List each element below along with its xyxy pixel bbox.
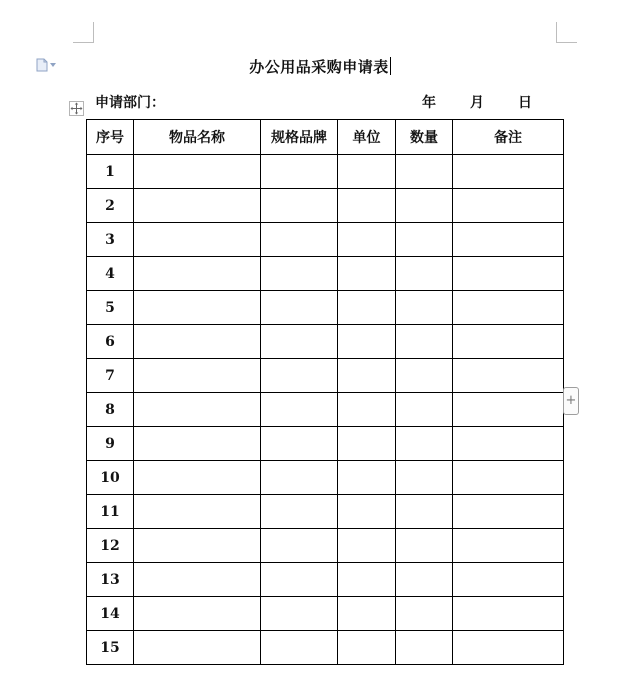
department-label: 申请部门： <box>95 95 165 111</box>
table-cell[interactable] <box>261 223 338 257</box>
table-cell[interactable] <box>134 291 261 325</box>
row-index-cell[interactable]: 1 <box>87 155 134 189</box>
row-index-cell[interactable]: 14 <box>87 597 134 631</box>
date-day-label: 日 <box>518 95 532 111</box>
row-index-cell[interactable]: 2 <box>87 189 134 223</box>
table-cell[interactable] <box>396 529 453 563</box>
row-index-cell[interactable]: 5 <box>87 291 134 325</box>
table-cell[interactable] <box>134 529 261 563</box>
table-cell[interactable] <box>134 427 261 461</box>
table-row <box>87 325 564 359</box>
table-row <box>87 597 564 631</box>
table-cell[interactable] <box>261 495 338 529</box>
table-cell[interactable] <box>453 631 564 665</box>
table-cell[interactable] <box>261 325 338 359</box>
table-cell[interactable] <box>338 631 396 665</box>
table-cell[interactable] <box>134 359 261 393</box>
table-row <box>87 393 564 427</box>
table-row <box>87 631 564 665</box>
table-cell[interactable] <box>261 189 338 223</box>
table-cell[interactable] <box>261 563 338 597</box>
table-cell[interactable] <box>134 223 261 257</box>
table-cell[interactable] <box>338 189 396 223</box>
table-cell[interactable] <box>261 529 338 563</box>
table-cell[interactable] <box>396 427 453 461</box>
table-row <box>87 291 564 325</box>
table-cell[interactable] <box>134 495 261 529</box>
table-cell[interactable] <box>261 291 338 325</box>
table-cell[interactable] <box>453 529 564 563</box>
header-cell-index[interactable]: 序号 <box>87 120 134 155</box>
table-body <box>87 155 564 665</box>
crop-mark-top-right <box>556 22 577 43</box>
row-index-cell[interactable]: 9 <box>87 427 134 461</box>
table-cell[interactable] <box>453 325 564 359</box>
table-cell[interactable] <box>396 291 453 325</box>
table-cell[interactable] <box>453 291 564 325</box>
table-cell[interactable] <box>396 631 453 665</box>
text-cursor <box>390 57 391 75</box>
table-cell[interactable] <box>134 631 261 665</box>
table-cell[interactable] <box>134 257 261 291</box>
table-cell[interactable] <box>396 495 453 529</box>
table-cell[interactable] <box>453 393 564 427</box>
row-index-cell[interactable]: 4 <box>87 257 134 291</box>
table-cell[interactable] <box>396 393 453 427</box>
table-cell[interactable] <box>396 223 453 257</box>
table-cell[interactable] <box>338 461 396 495</box>
table-cell[interactable] <box>261 359 338 393</box>
table-cell[interactable] <box>338 155 396 189</box>
crop-mark-top-left <box>73 22 94 43</box>
header-cell-unit[interactable]: 单位 <box>338 120 396 155</box>
table-row <box>87 495 564 529</box>
table-cell[interactable] <box>261 631 338 665</box>
row-index-cell[interactable]: 13 <box>87 563 134 597</box>
table-cell[interactable] <box>338 529 396 563</box>
table-row <box>87 563 564 597</box>
table-cell[interactable] <box>261 257 338 291</box>
table-cell[interactable] <box>338 495 396 529</box>
row-index-cell[interactable]: 7 <box>87 359 134 393</box>
table-cell[interactable] <box>453 359 564 393</box>
table-cell[interactable] <box>396 563 453 597</box>
table-row <box>87 189 564 223</box>
table-cell[interactable] <box>261 597 338 631</box>
table-cell[interactable] <box>261 461 338 495</box>
table-row <box>87 359 564 393</box>
table-move-handle[interactable] <box>69 101 84 116</box>
table-cell[interactable] <box>134 563 261 597</box>
row-index-cell[interactable]: 12 <box>87 529 134 563</box>
table-cell[interactable] <box>453 189 564 223</box>
table-cell[interactable] <box>396 359 453 393</box>
header-cell-remarks[interactable]: 备注 <box>453 120 564 155</box>
purchase-request-table <box>86 119 564 665</box>
table-cell[interactable] <box>134 393 261 427</box>
table-row <box>87 257 564 291</box>
table-cell[interactable] <box>396 189 453 223</box>
table-cell[interactable] <box>338 223 396 257</box>
row-index-cell[interactable]: 3 <box>87 223 134 257</box>
table-cell[interactable] <box>338 359 396 393</box>
add-column-button[interactable]: + <box>563 387 579 415</box>
title-text: 办公用品采购申请表 <box>249 58 389 76</box>
table-cell[interactable] <box>338 563 396 597</box>
table-cell[interactable] <box>453 461 564 495</box>
row-index-cell[interactable]: 6 <box>87 325 134 359</box>
row-index-cell[interactable]: 11 <box>87 495 134 529</box>
table-cell[interactable] <box>338 597 396 631</box>
table-cell[interactable] <box>134 155 261 189</box>
row-index-cell[interactable]: 8 <box>87 393 134 427</box>
table-cell[interactable] <box>134 189 261 223</box>
table-cell[interactable] <box>338 325 396 359</box>
table-cell[interactable] <box>453 563 564 597</box>
header-cell-item-name[interactable]: 物品名称 <box>134 120 261 155</box>
table-cell[interactable] <box>453 597 564 631</box>
table-cell[interactable] <box>338 427 396 461</box>
header-cell-spec-brand[interactable]: 规格品牌 <box>261 120 338 155</box>
table-header-row <box>87 120 564 155</box>
table-cell[interactable] <box>338 393 396 427</box>
table-cell[interactable] <box>396 155 453 189</box>
table-cell[interactable] <box>453 495 564 529</box>
date-year-label: 年 <box>422 95 436 111</box>
table-cell[interactable] <box>261 427 338 461</box>
table-cell[interactable] <box>261 155 338 189</box>
table-cell[interactable] <box>396 461 453 495</box>
table-cell[interactable] <box>396 597 453 631</box>
table-cell[interactable] <box>453 155 564 189</box>
date-month-label: 月 <box>470 95 484 111</box>
table-cell[interactable] <box>453 223 564 257</box>
table-cell[interactable] <box>453 427 564 461</box>
table-cell[interactable] <box>453 257 564 291</box>
document-title[interactable] <box>0 56 640 77</box>
table-row <box>87 223 564 257</box>
table-row <box>87 155 564 189</box>
table-cell[interactable] <box>396 325 453 359</box>
table-cell[interactable] <box>396 257 453 291</box>
row-index-cell[interactable]: 15 <box>87 631 134 665</box>
table-row <box>87 427 564 461</box>
table-cell[interactable] <box>261 393 338 427</box>
table-row <box>87 461 564 495</box>
row-index-cell[interactable]: 10 <box>87 461 134 495</box>
table-cell[interactable] <box>134 325 261 359</box>
table-row <box>87 529 564 563</box>
move-icon <box>70 102 83 115</box>
table-cell[interactable] <box>338 291 396 325</box>
table-cell[interactable] <box>134 461 261 495</box>
table-cell[interactable] <box>134 597 261 631</box>
header-cell-quantity[interactable]: 数量 <box>396 120 453 155</box>
table-cell[interactable] <box>338 257 396 291</box>
